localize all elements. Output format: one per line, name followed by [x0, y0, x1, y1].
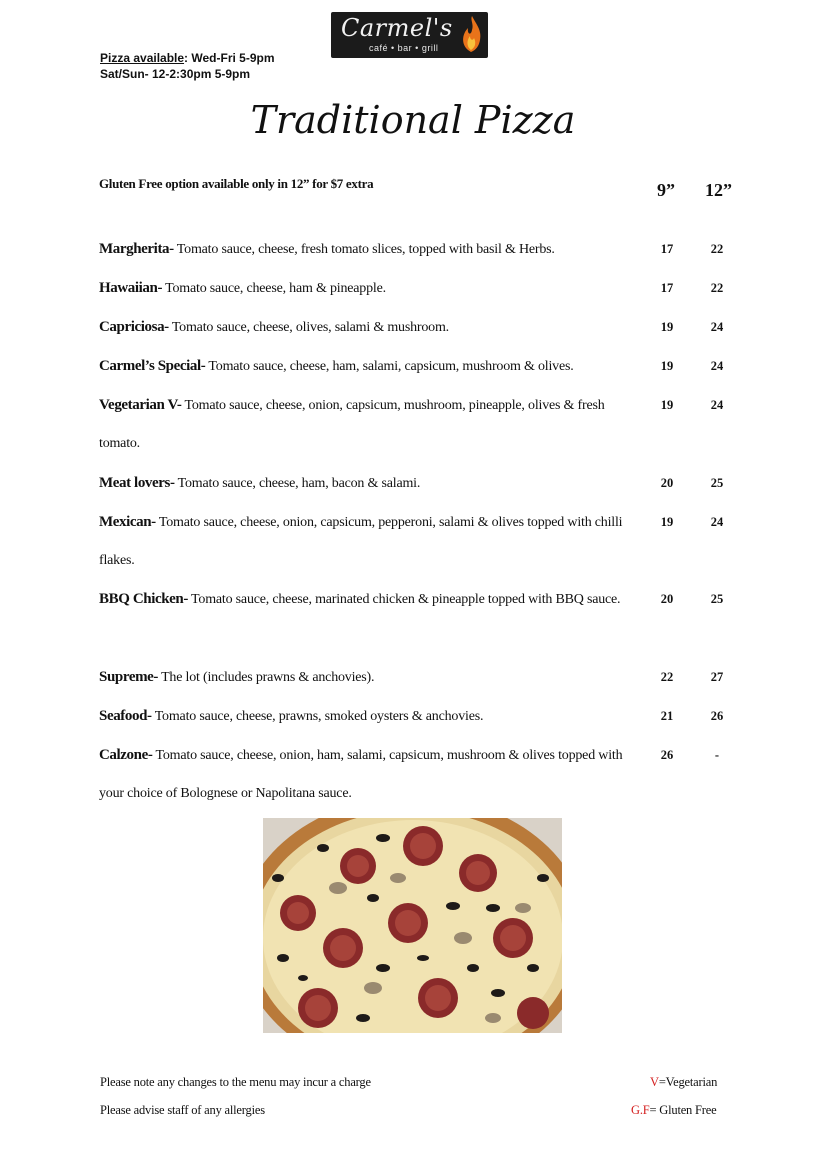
price-12-inch: 22	[710, 281, 724, 295]
availability-label: Pizza available	[100, 51, 185, 65]
price-12-inch: 25	[710, 592, 724, 606]
legend-gf-text: = Gluten Free	[649, 1103, 717, 1117]
menu-item-text: Tomato sauce, cheese, ham & pineapple.	[162, 281, 386, 296]
menu-item	[99, 464, 739, 503]
price-12-inch: 24	[710, 398, 724, 412]
menu-item-description	[99, 736, 644, 813]
pizza-photo	[263, 818, 562, 1033]
legend-v-key: V	[650, 1075, 659, 1089]
price-12-inch: 26	[710, 709, 724, 723]
menu-item-text: Tomato sauce, cheese, olives, salami & mushroom.	[168, 320, 449, 335]
menu-item	[99, 386, 739, 463]
price-12-inch: -	[714, 748, 720, 762]
gluten-free-note: Gluten Free option available only in 12” for $7 extra	[99, 176, 374, 191]
menu-item-text: Tomato sauce, cheese, prawns, smoked oysters & anchovies.	[151, 709, 484, 724]
menu-item-name: Capriciosa-	[99, 319, 169, 335]
menu-item	[99, 308, 739, 347]
size-header-9: 9”	[657, 180, 675, 200]
menu-item-text: Tomato sauce, cheese, onion, capsicum, mushroom, pineapple, olives & fresh tomato.	[99, 398, 605, 451]
menu-item	[99, 347, 739, 386]
menu-item-name: Carmel’s Special-	[99, 358, 206, 374]
price-12-inch: 25	[710, 476, 724, 490]
menu-item-text: Tomato sauce, cheese, onion, capsicum, pepperoni, salami & olives topped with chilli flakes.	[99, 515, 623, 568]
availability	[100, 50, 275, 82]
menu-item	[99, 736, 739, 813]
price-12-inch: 24	[710, 320, 724, 334]
menu-item-name: Calzone-	[99, 747, 153, 763]
menu-item	[99, 697, 739, 736]
menu-item-description	[99, 658, 644, 697]
price-9-inch: 19	[660, 515, 674, 529]
menu-item-text: The lot (includes prawns & anchovies).	[158, 670, 375, 685]
menu-item-description	[99, 269, 644, 308]
price-9-inch: 22	[660, 670, 674, 684]
price-9-inch: 20	[660, 592, 674, 606]
availability-weekday: : Wed-Fri 5-9pm	[184, 51, 275, 65]
menu-item-description	[99, 347, 644, 386]
menu-item	[99, 269, 739, 308]
price-9-inch: 26	[660, 748, 674, 762]
price-9-inch: 19	[660, 398, 674, 412]
legend-gf-key: G.F	[631, 1103, 650, 1117]
legend-v-text: =Vegetarian	[658, 1075, 718, 1089]
menu-item-description	[99, 230, 644, 269]
menu-item-name: Vegetarian V-	[99, 397, 182, 413]
menu-item-name: BBQ Chicken-	[99, 591, 188, 607]
price-12-inch: 22	[710, 242, 724, 256]
price-9-inch: 17	[660, 281, 674, 295]
price-9-inch: 19	[660, 359, 674, 373]
price-12-inch: 27	[710, 670, 724, 684]
flame-icon	[458, 16, 484, 54]
price-9-inch: 20	[660, 476, 674, 490]
price-12-inch: 24	[710, 359, 724, 373]
footer-note-allergies: Please advise staff of any allergies	[100, 1103, 265, 1117]
price-9-inch: 17	[660, 242, 674, 256]
menu-item	[99, 503, 739, 580]
menu-item-text: Tomato sauce, cheese, fresh tomato slices, topped with basil & Herbs.	[173, 242, 555, 257]
footer-note-changes: Please note any changes to the menu may incur a charge	[100, 1075, 371, 1089]
menu-item-description	[99, 503, 644, 580]
menu-item-description	[99, 386, 644, 463]
menu-item-description	[99, 464, 644, 503]
legend-gluten-free	[631, 1103, 716, 1118]
menu-item-name: Margherita-	[99, 241, 174, 257]
menu-item-name: Mexican-	[99, 514, 156, 530]
logo-brand: Carmel's	[341, 14, 453, 42]
menu-item-text: Tomato sauce, cheese, marinated chicken & pineapple topped with BBQ sauce.	[187, 592, 621, 607]
price-9-inch: 19	[660, 320, 674, 334]
menu-item-text: Tomato sauce, cheese, ham, salami, capsicum, mushroom & olives.	[205, 359, 574, 374]
menu-item-text: Tomato sauce, cheese, ham, bacon & salami.	[174, 476, 421, 491]
menu-item	[99, 230, 739, 269]
page-title: Traditional Pizza	[250, 98, 576, 142]
logo	[331, 12, 488, 58]
menu-item	[99, 658, 739, 697]
price-9-inch: 21	[660, 709, 674, 723]
availability-weekend: Sat/Sun- 12-2:30pm 5-9pm	[100, 67, 251, 81]
logo-tagline: café • bar • grill	[369, 43, 439, 53]
menu-item-description	[99, 308, 644, 347]
menu-item-description	[99, 697, 644, 736]
size-header-12: 12”	[705, 180, 732, 200]
menu-item-text: Tomato sauce, cheese, onion, ham, salami, capsicum, mushroom & olives topped with your choice of Bolognese or Napolitana sauce.	[99, 748, 623, 801]
legend-vegetarian	[650, 1075, 717, 1090]
menu-item-description	[99, 580, 644, 619]
menu-item-name: Seafood-	[99, 708, 152, 724]
price-12-inch: 24	[710, 515, 724, 529]
menu-item-name: Hawaiian-	[99, 280, 163, 296]
menu-item	[99, 580, 739, 619]
menu-item-name: Meat lovers-	[99, 475, 175, 491]
menu-item-name: Supreme-	[99, 669, 159, 685]
